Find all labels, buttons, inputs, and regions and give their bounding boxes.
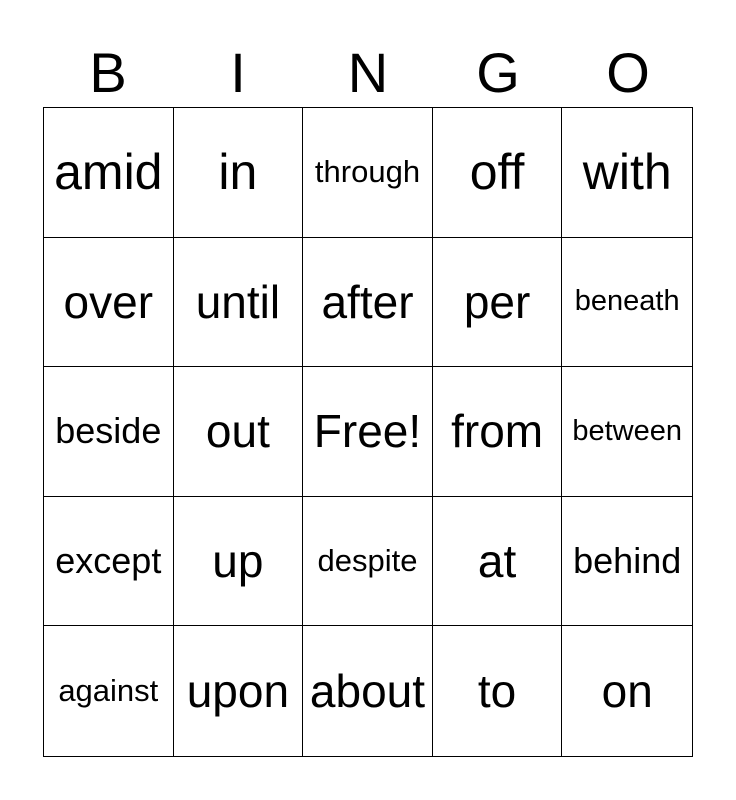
bingo-cell[interactable]: per [433, 238, 563, 368]
bingo-cell[interactable]: between [562, 367, 692, 497]
bingo-cell[interactable]: after [303, 238, 433, 368]
header-letter-b: B [89, 41, 127, 104]
bingo-board [43, 107, 693, 757]
bingo-cell[interactable]: about [303, 626, 433, 756]
header-letter-o: O [606, 41, 650, 104]
bingo-cell[interactable]: out [174, 367, 304, 497]
header-letter-n: N [347, 41, 389, 104]
bingo-cell[interactable]: from [433, 367, 563, 497]
free-space-cell[interactable]: Free! [303, 367, 433, 497]
bingo-cell[interactable]: to [433, 626, 563, 756]
bingo-cell[interactable]: beneath [562, 238, 692, 368]
bingo-header [43, 40, 693, 106]
header-letter-i: I [230, 41, 246, 104]
bingo-cell[interactable]: in [174, 108, 304, 238]
bingo-cell[interactable]: upon [174, 626, 304, 756]
bingo-cell[interactable]: beside [44, 367, 174, 497]
bingo-cell[interactable]: over [44, 238, 174, 368]
bingo-cell[interactable]: except [44, 497, 174, 627]
bingo-cell[interactable]: up [174, 497, 304, 627]
header-letter-g: G [476, 41, 520, 104]
bingo-cell[interactable]: despite [303, 497, 433, 627]
bingo-cell[interactable]: against [44, 626, 174, 756]
bingo-cell[interactable]: with [562, 108, 692, 238]
bingo-cell[interactable]: off [433, 108, 563, 238]
bingo-cell[interactable]: through [303, 108, 433, 238]
bingo-cell[interactable]: at [433, 497, 563, 627]
bingo-cell[interactable]: amid [44, 108, 174, 238]
bingo-cell[interactable]: behind [562, 497, 692, 627]
bingo-cell[interactable]: until [174, 238, 304, 368]
bingo-cell[interactable]: on [601, 665, 653, 718]
